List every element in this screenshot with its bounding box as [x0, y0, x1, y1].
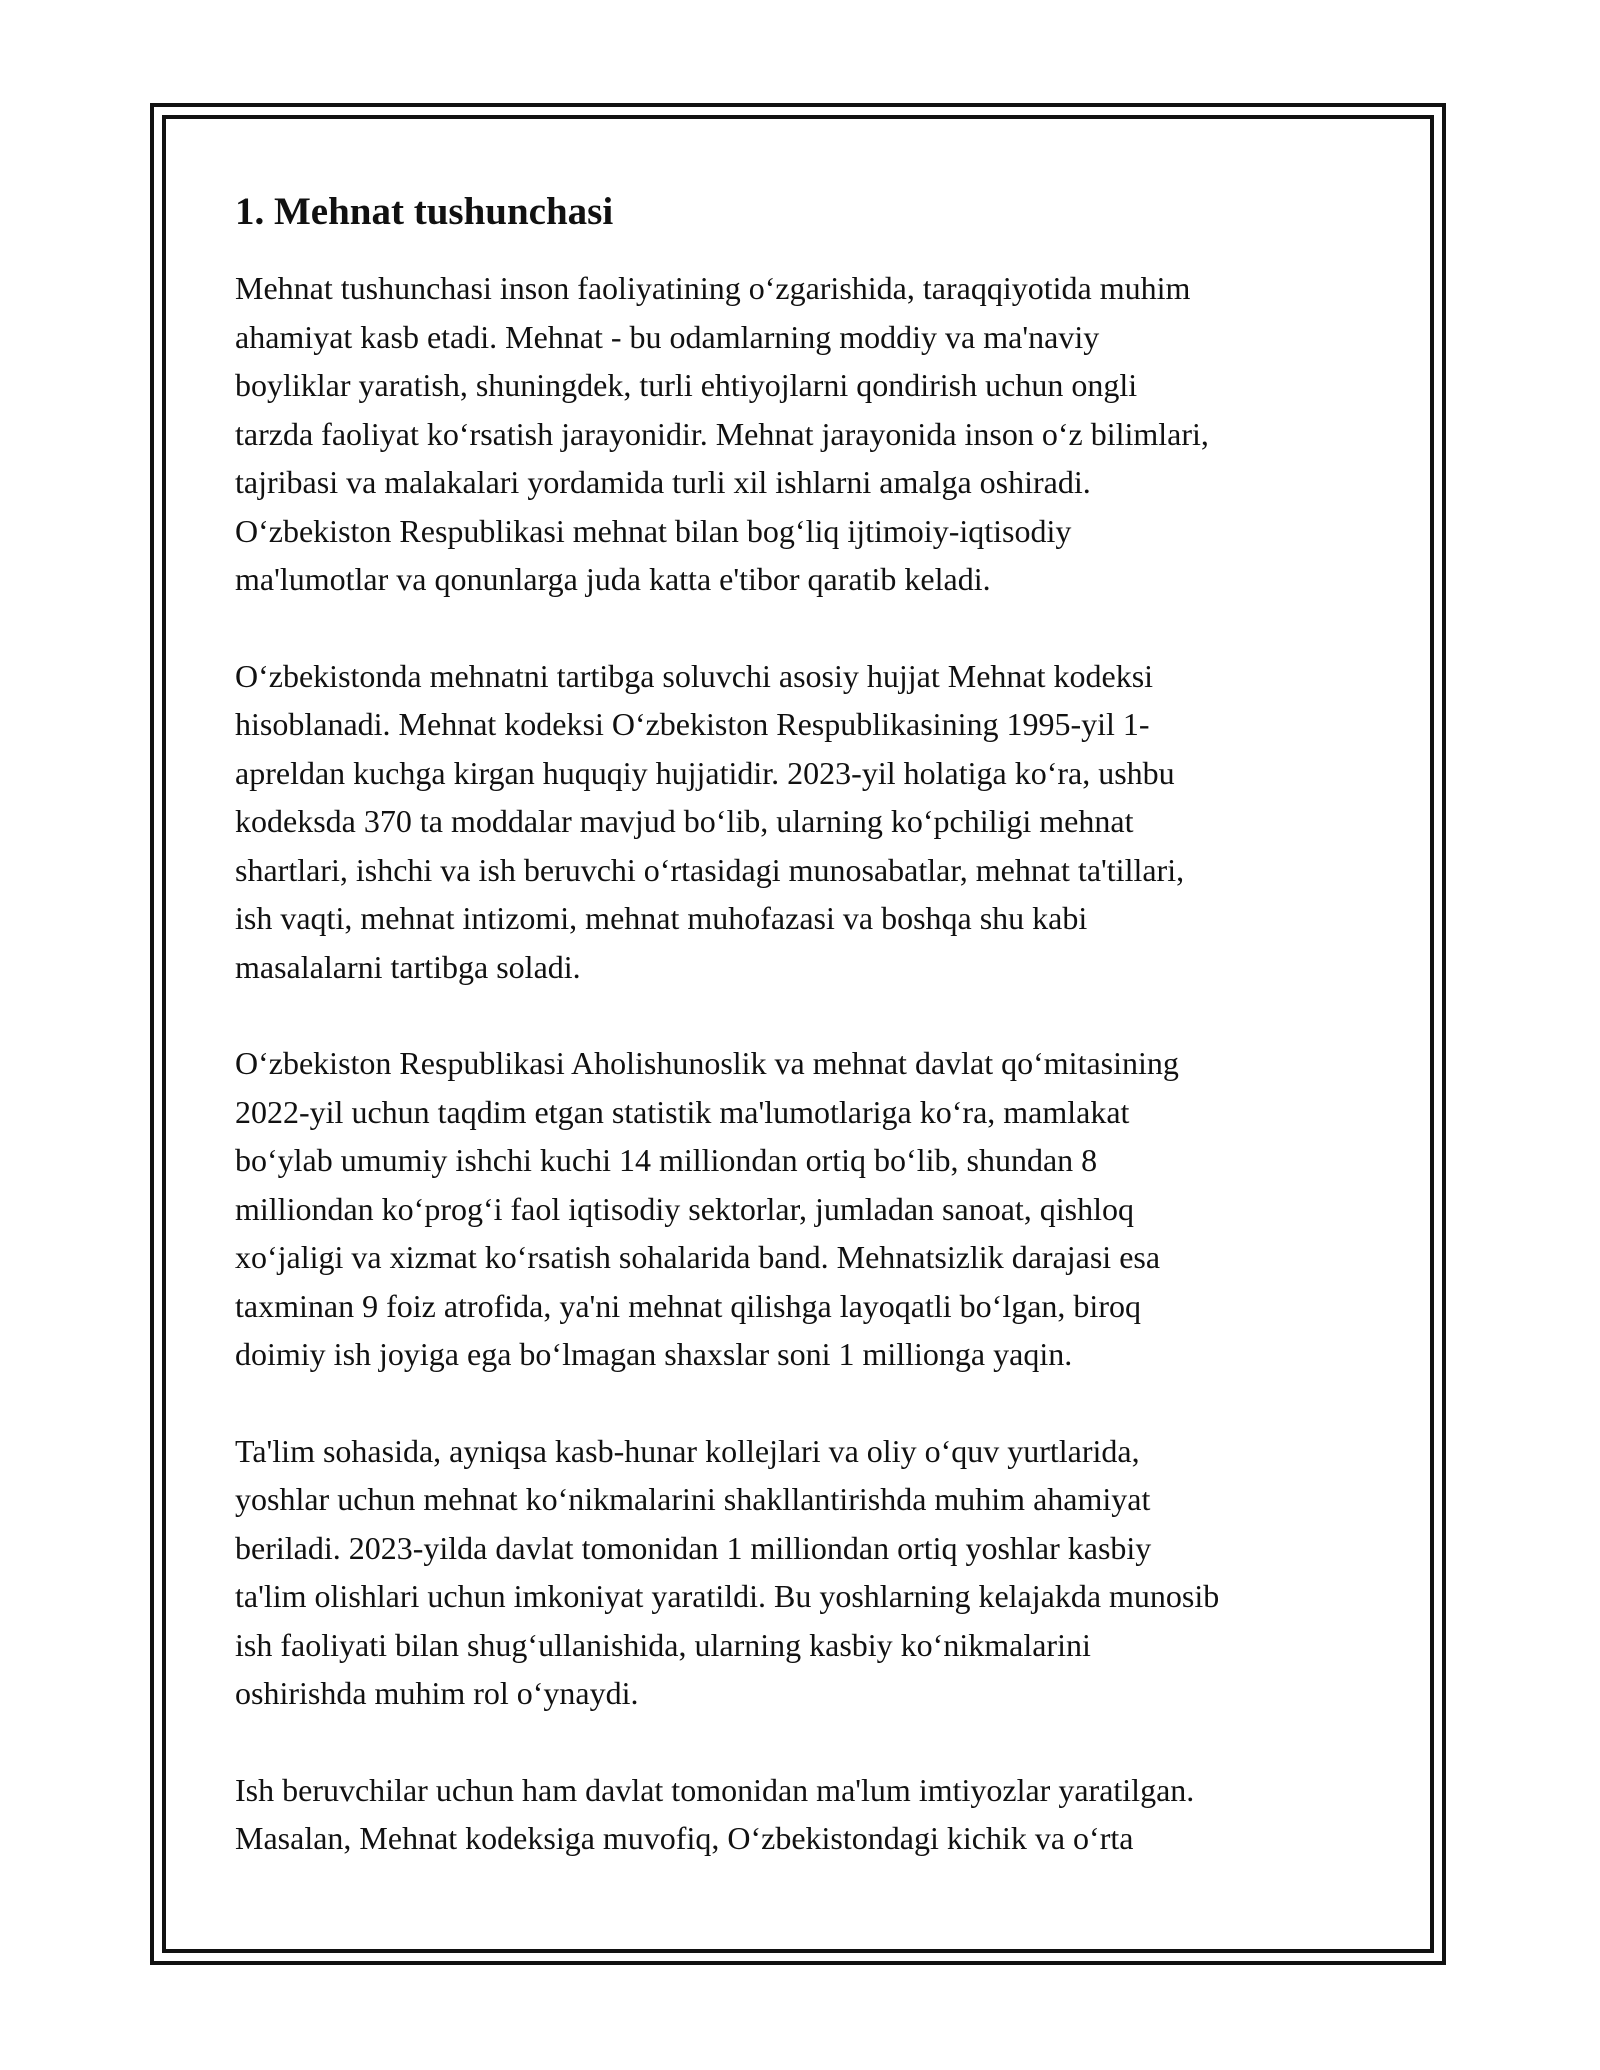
text-line: hisoblanadi. Mehnat kodeksi O‘zbekiston Respublikasining 1995-yil 1-	[235, 706, 1150, 742]
text-line: doimiy ish joyiga ega bo‘lmagan shaxslar soni 1 millionga yaqin.	[235, 1336, 1073, 1372]
text-line: Masalan, Mehnat kodeksiga muvofiq, O‘zbekistondagi kichik va o‘rta	[235, 1820, 1134, 1856]
text-line: taxminan 9 foiz atrofida, ya'ni mehnat qilishga layoqatli bo‘lgan, biroq	[235, 1287, 1141, 1324]
text-line: Ish beruvchilar uchun ham davlat tomonidan ma'lum imtiyozlar yaratilgan.	[235, 1771, 1195, 1808]
text-line: tarzda faoliyat ko‘rsatish jarayonidir. Mehnat jarayonida inson o‘z bilimlari,	[235, 415, 1209, 452]
document-content	[235, 188, 1365, 1911]
paragraph-4	[235, 1427, 1365, 1718]
text-line: 2022-yil uchun taqdim etgan statistik ma'lumotlariga ko‘ra, mamlakat	[235, 1093, 1130, 1130]
text-line: masalalarni tartibga soladi.	[235, 948, 581, 985]
text-line: ta'lim olishlari uchun imkoniyat yaratildi. Bu yoshlarning kelajakda munosib	[235, 1578, 1220, 1614]
text-line: kodeksda 370 ta moddalar mavjud bo‘lib, ularning ko‘pchiligi mehnat	[235, 803, 1134, 839]
text-line: ma'lumotlar va qonunlarga juda katta e'tibor qaratib keladi.	[235, 561, 991, 597]
paragraph-2	[235, 652, 1365, 992]
paragraph-3	[235, 1039, 1365, 1379]
text-line: ish vaqti, mehnat intizomi, mehnat muhofazasi va boshqa shu kabi	[235, 900, 1088, 936]
text-line: beriladi. 2023-yilda davlat tomonidan 1 milliondan ortiq yoshlar kasbiy	[235, 1529, 1152, 1566]
text-line: xo‘jaligi va xizmat ko‘rsatish sohalarida band. Mehnatsizlik darajasi esa	[235, 1239, 1161, 1275]
text-line: Ta'lim sohasida, ayniqsa kasb-hunar kollejlari va oliy o‘quv yurtlarida,	[235, 1432, 1140, 1469]
text-line: yoshlar uchun mehnat ko‘nikmalarini shakllantirishda muhim ahamiyat	[235, 1481, 1151, 1517]
text-line: oshirishda muhim rol o‘ynaydi.	[235, 1675, 639, 1711]
text-line: boyliklar yaratish, shuningdek, turli ehtiyojlarni qondirish uchun ongli	[235, 367, 1138, 403]
text-line: bo‘ylab umumiy ishchi kuchi 14 milliondan ortiq bo‘lib, shundan 8	[235, 1142, 1098, 1178]
section-heading: 1. Mehnat tushunchasi	[235, 190, 614, 233]
text-line: O‘zbekiston Respublikasi mehnat bilan bog‘liq ijtimoiy-iqtisodiy	[235, 512, 1072, 549]
text-line: ahamiyat kasb etadi. Mehnat - bu odamlarning moddiy va ma'naviy	[235, 318, 1100, 355]
paragraph-5	[235, 1766, 1365, 1863]
text-line: O‘zbekiston Respublikasi Aholishunoslik va mehnat davlat qo‘mitasining	[235, 1045, 1179, 1081]
text-line: O‘zbekistonda mehnatni tartibga soluvchi asosiy hujjat Mehnat kodeksi	[235, 657, 1154, 694]
text-line: shartlari, ishchi va ish beruvchi o‘rtasidagi munosabatlar, mehnat ta'tillari,	[235, 851, 1185, 888]
text-line: tajribasi va malakalari yordamida turli xil ishlarni amalga oshiradi.	[235, 464, 1091, 500]
text-line: apreldan kuchga kirgan huquqiy hujjatidir. 2023-yil holatiga ko‘ra, ushbu	[235, 754, 1175, 791]
text-line: milliondan ko‘prog‘i faol iqtisodiy sektorlar, jumladan sanoat, qishloq	[235, 1190, 1135, 1227]
paragraph-1	[235, 264, 1365, 604]
text-line: ish faoliyati bilan shug‘ullanishida, ularning kasbiy ko‘nikmalarini	[235, 1626, 1091, 1663]
text-line: Mehnat tushunchasi inson faoliyatining o‘zgarishida, taraqqiyotida muhim	[235, 270, 1191, 306]
